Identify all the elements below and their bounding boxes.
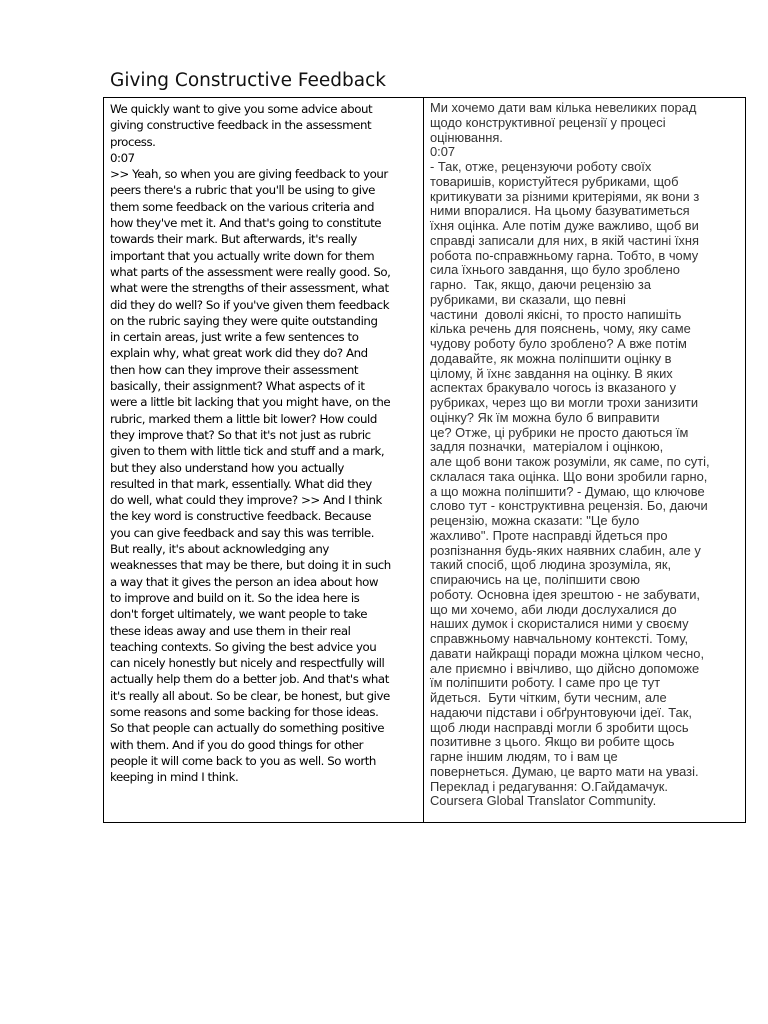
text-line: задля позначки, матеріалом і оцінкою, [430,439,664,455]
text-line: can nicely honestly but nicely and respectfully will [110,656,385,671]
text-line: спираючись на це, поліпшити свою [430,572,640,587]
text-line: кілька речень для пояснень, чому, яку саме [430,321,691,337]
text-line: наших думок і скористалися ними у своєму [430,616,689,632]
text-line: but they also understand how you actually [110,460,344,475]
text-line: позитивне з цього. Якщо ви робите щось [430,734,675,750]
text-line: чудову роботу було зроблено? А вже потім [430,336,687,351]
text-line: a way that it gives the person an idea about how [110,574,379,589]
transcript-table [103,97,746,823]
text-line: надаючи підстави і обґрунтовуючи ідеї. Так, [430,704,692,720]
text-line: оцінювання. [430,129,503,145]
ukrainian-transcript-text [430,101,740,809]
text-line: people it will come back to you as well. So worth [110,753,376,768]
text-line: товаришів, користуйтеся рубриками, щоб [430,173,679,189]
text-line: to improve and build on it. So the idea here is [110,590,360,605]
document-title: Giving Constructive Feedback [110,70,386,91]
text-line: what were the strengths of their assessment, what [110,281,389,296]
text-line: рецензію, можна сказати: "Це було [430,513,640,528]
text-line: were a little bit lacking that you might have, on the [110,395,391,410]
text-line: жахливо". Проте насправді йдеться про [430,527,668,543]
text-line: їхня оцінка. Але потім дуже важливо, щоб ви [430,218,699,233]
text-line: слово тут - конструктивна рецензія. Бо, даючи [430,498,708,514]
text-line: гарно. Так, якщо, даючи рецензію за [430,277,652,292]
text-line: basically, their assignment? What aspects of it [110,379,365,394]
text-line: а що можна поліпшити? - Думаю, що ключове [430,483,705,499]
text-line: with them. And if you do good things for other [110,737,364,752]
text-line: - Так, отже, рецензуючи роботу своїх [430,159,652,174]
text-line: щоб люди насправді могли б зробити щось [430,719,689,735]
text-line: So that people can actually do something positive [110,721,385,736]
text-line: But really, it's about acknowledging any [110,542,329,557]
text-line: йдеться. Бути чітким, бути чесним, але [430,690,667,705]
ukrainian-transcript-cell [424,98,746,823]
text-line: they improve that? So that it's not just as rubric [110,427,371,442]
english-transcript-text [110,101,418,785]
text-line: the key word is constructive feedback. Because [110,509,372,524]
text-line: towards their mark. But afterwards, it's really [110,232,357,247]
text-line: resulted in that mark, essentially. What did they [110,476,372,491]
text-line: some reasons and some backing for those ideas. [110,704,379,719]
text-line: actually help them do a better job. And that's what [110,672,389,687]
text-line: process. [110,134,156,149]
text-line: what parts of the assessment were really good. So, [110,264,391,279]
text-line: teaching contexts. So giving the best advice you [110,639,377,654]
text-line: це? Отже, ці рубрики не просто даються їм [430,424,689,440]
text-line: Ми хочемо дати вам кілька невеликих порад [430,100,697,115]
text-line: then how can they improve their assessment [110,362,359,377]
text-line: але щоб вони також розуміли, як саме, по суті, [430,454,710,469]
text-line: рубриках, через що ви могли трохи занизити [430,395,699,410]
text-line: такий спосіб, щоб людина зрозуміла, як, [430,557,672,573]
text-line: given to them with little tick and stuff and a mark, [110,444,385,459]
text-line: giving constructive feedback in the assessment [110,118,372,133]
text-line: гарне іншим людям, то і вам це [430,749,618,764]
text-line: them some feedback on the various criteria and [110,199,374,214]
text-line: справді записали для них, в якій частині їхня [430,232,699,248]
text-line: їм поліпшити роботу. І саме про це тут [430,675,661,691]
text-line: keeping in mind I think. [110,770,239,785]
text-line: роботу. Основна ідея зрештою - не забувати, [430,586,700,602]
text-line: peers there's a rubric that you'll be using to give [110,183,375,198]
text-line: додавайте, як можна поліпшити оцінку в [430,350,672,366]
text-line: критикувати за різними критеріями, як вони з [430,188,700,204]
text-line: weaknesses that may be there, but doing it in such [110,558,391,573]
text-line: аспектах бракувало чогось із вказаного у [430,380,677,396]
text-line: these ideas away and use them in their real [110,623,351,638]
text-line: >> Yeah, so when you are giving feedback to your [110,167,388,182]
text-line: давати найкращі поради можна цілком чесно, [430,645,705,661]
text-line: сила їхнього завдання, що було зроблено [430,262,680,278]
text-line: але приємно і ввічливо, що дійсно допоможе [430,660,700,676]
text-line: 0:07 [110,150,135,165]
text-line: ними впоралися. На цьому базуватиметься [430,203,690,219]
text-line: rubric, marked them a little bit lower? How could [110,411,377,426]
text-line: оцінку? Як їм можна було б виправити [430,409,660,425]
text-line: do well, what could they improve? >> And I think [110,493,382,508]
text-line: що ми хочемо, аби люди дослухалися до [430,601,677,617]
text-line: щодо конструктивної рецензії у процесі [430,114,666,130]
text-line: робота по-справжньому гарна. Тобто, в чому [430,247,699,263]
text-line: did they do well? So if you've given them feedback [110,297,390,312]
table-row [104,98,746,823]
text-line: справжньому навчальному контексті. Тому, [430,631,689,646]
text-line: частини доволі якісні, то просто напишіть [430,306,682,322]
text-line: рубриками, ви сказали, що певні [430,291,626,307]
text-line: important that you actually write down for them [110,248,375,263]
text-line: explain why, what great work did they do? And [110,346,368,361]
text-line: цілому, й їхнє завдання на оцінку. В яких [430,365,673,381]
text-line: 0:07 [430,144,456,160]
text-line: on the rubric saying they were quite outstanding [110,313,378,328]
text-line: how they've met it. And that's going to constitute [110,216,382,231]
text-line: склалася така оцінка. Що вони зробили гарно, [430,468,708,484]
text-line: don't forget ultimately, we want people to take [110,607,368,622]
text-line: it's really all about. So be clear, be honest, but give [110,688,390,703]
text-line: повернеться. Думаю, це варто мати на увазі. [430,763,699,779]
text-line: Переклад і редагування: О.Гайдамачук. [430,778,668,794]
text-line: We quickly want to give you some advice about [110,102,373,116]
text-line: Coursera Global Translator Community. [430,793,657,809]
text-line: розпізнання будь-яких наявних слабин, але у [430,542,701,558]
text-line: you can give feedback and say this was terrible. [110,525,374,540]
text-line: in certain areas, just write a few sentences to [110,330,359,345]
english-transcript-cell [104,98,424,823]
